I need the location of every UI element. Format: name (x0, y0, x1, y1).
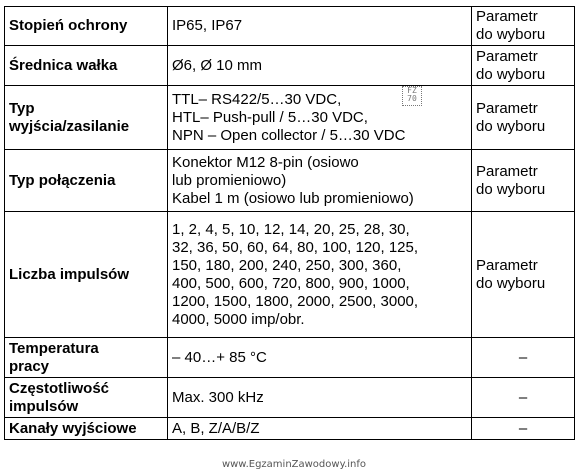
row-param-frequency: – (472, 378, 575, 418)
table-row (5, 378, 575, 418)
row-param-channels: – (472, 418, 575, 440)
row-label-output: Typ wyjścia/zasilanie (5, 86, 168, 150)
row-value-frequency: Max. 300 kHz (168, 378, 472, 418)
row-param-temperature: – (472, 338, 575, 378)
row-label-temperature: Temperatura pracy (5, 338, 168, 378)
row-value-temperature: – 40…+ 85 °C (168, 338, 472, 378)
table-row (5, 338, 575, 378)
row-label-frequency: Częstotliwość impulsów (5, 378, 168, 418)
row-value-output: TTL– RS422/5…30 VDC, HTL– Push-pull / 5…30 VDC, NPN – Open collector / 5…30 VDC (168, 86, 472, 150)
table-row (5, 150, 575, 212)
spec-table (4, 6, 575, 440)
row-label-pulses: Liczba impulsów (5, 212, 168, 338)
watermark: www.EgzaminZawodowy.info (221, 459, 366, 470)
row-label-channels: Kanały wyjściowe (5, 418, 168, 440)
table-row (5, 7, 575, 46)
row-label-connection: Typ połączenia (5, 150, 168, 212)
row-value-channels: A, B, Z/A/B/Z (168, 418, 472, 440)
table-row (5, 418, 575, 440)
table-row (5, 86, 575, 150)
small-stamp-icon: FZ 70 (402, 86, 422, 106)
table-row (5, 46, 575, 86)
row-param-shaft: Parametr do wyboru (472, 46, 575, 86)
row-param-pulses: Parametr do wyboru (472, 212, 575, 338)
row-param-protection: Parametr do wyboru (472, 7, 575, 46)
row-value-protection: IP65, IP67 (168, 7, 472, 46)
row-value-shaft: Ø6, Ø 10 mm (168, 46, 472, 86)
row-value-pulses: 1, 2, 4, 5, 10, 12, 14, 20, 25, 28, 30, 32, 36, 50, 60, 64, 80, 100, 120, 125, 150, 180, 200, 240, 250, 300, 360, 400, 500, 600, 720, 800, 900, 1000, 1200, 1500, 1800, 2000, 2500, 3000, 4000, 5000 imp/obr. (168, 212, 472, 338)
row-param-connection: Parametr do wyboru (472, 150, 575, 212)
row-label-shaft: Średnica wałka (5, 46, 168, 86)
table-row (5, 212, 575, 338)
row-value-connection: Konektor M12 8-pin (osiowo lub promieniowo) Kabel 1 m (osiowo lub promieniowo) (168, 150, 472, 212)
row-label-protection: Stopień ochrony (5, 7, 168, 46)
row-param-output: Parametr do wyboru (472, 86, 575, 150)
